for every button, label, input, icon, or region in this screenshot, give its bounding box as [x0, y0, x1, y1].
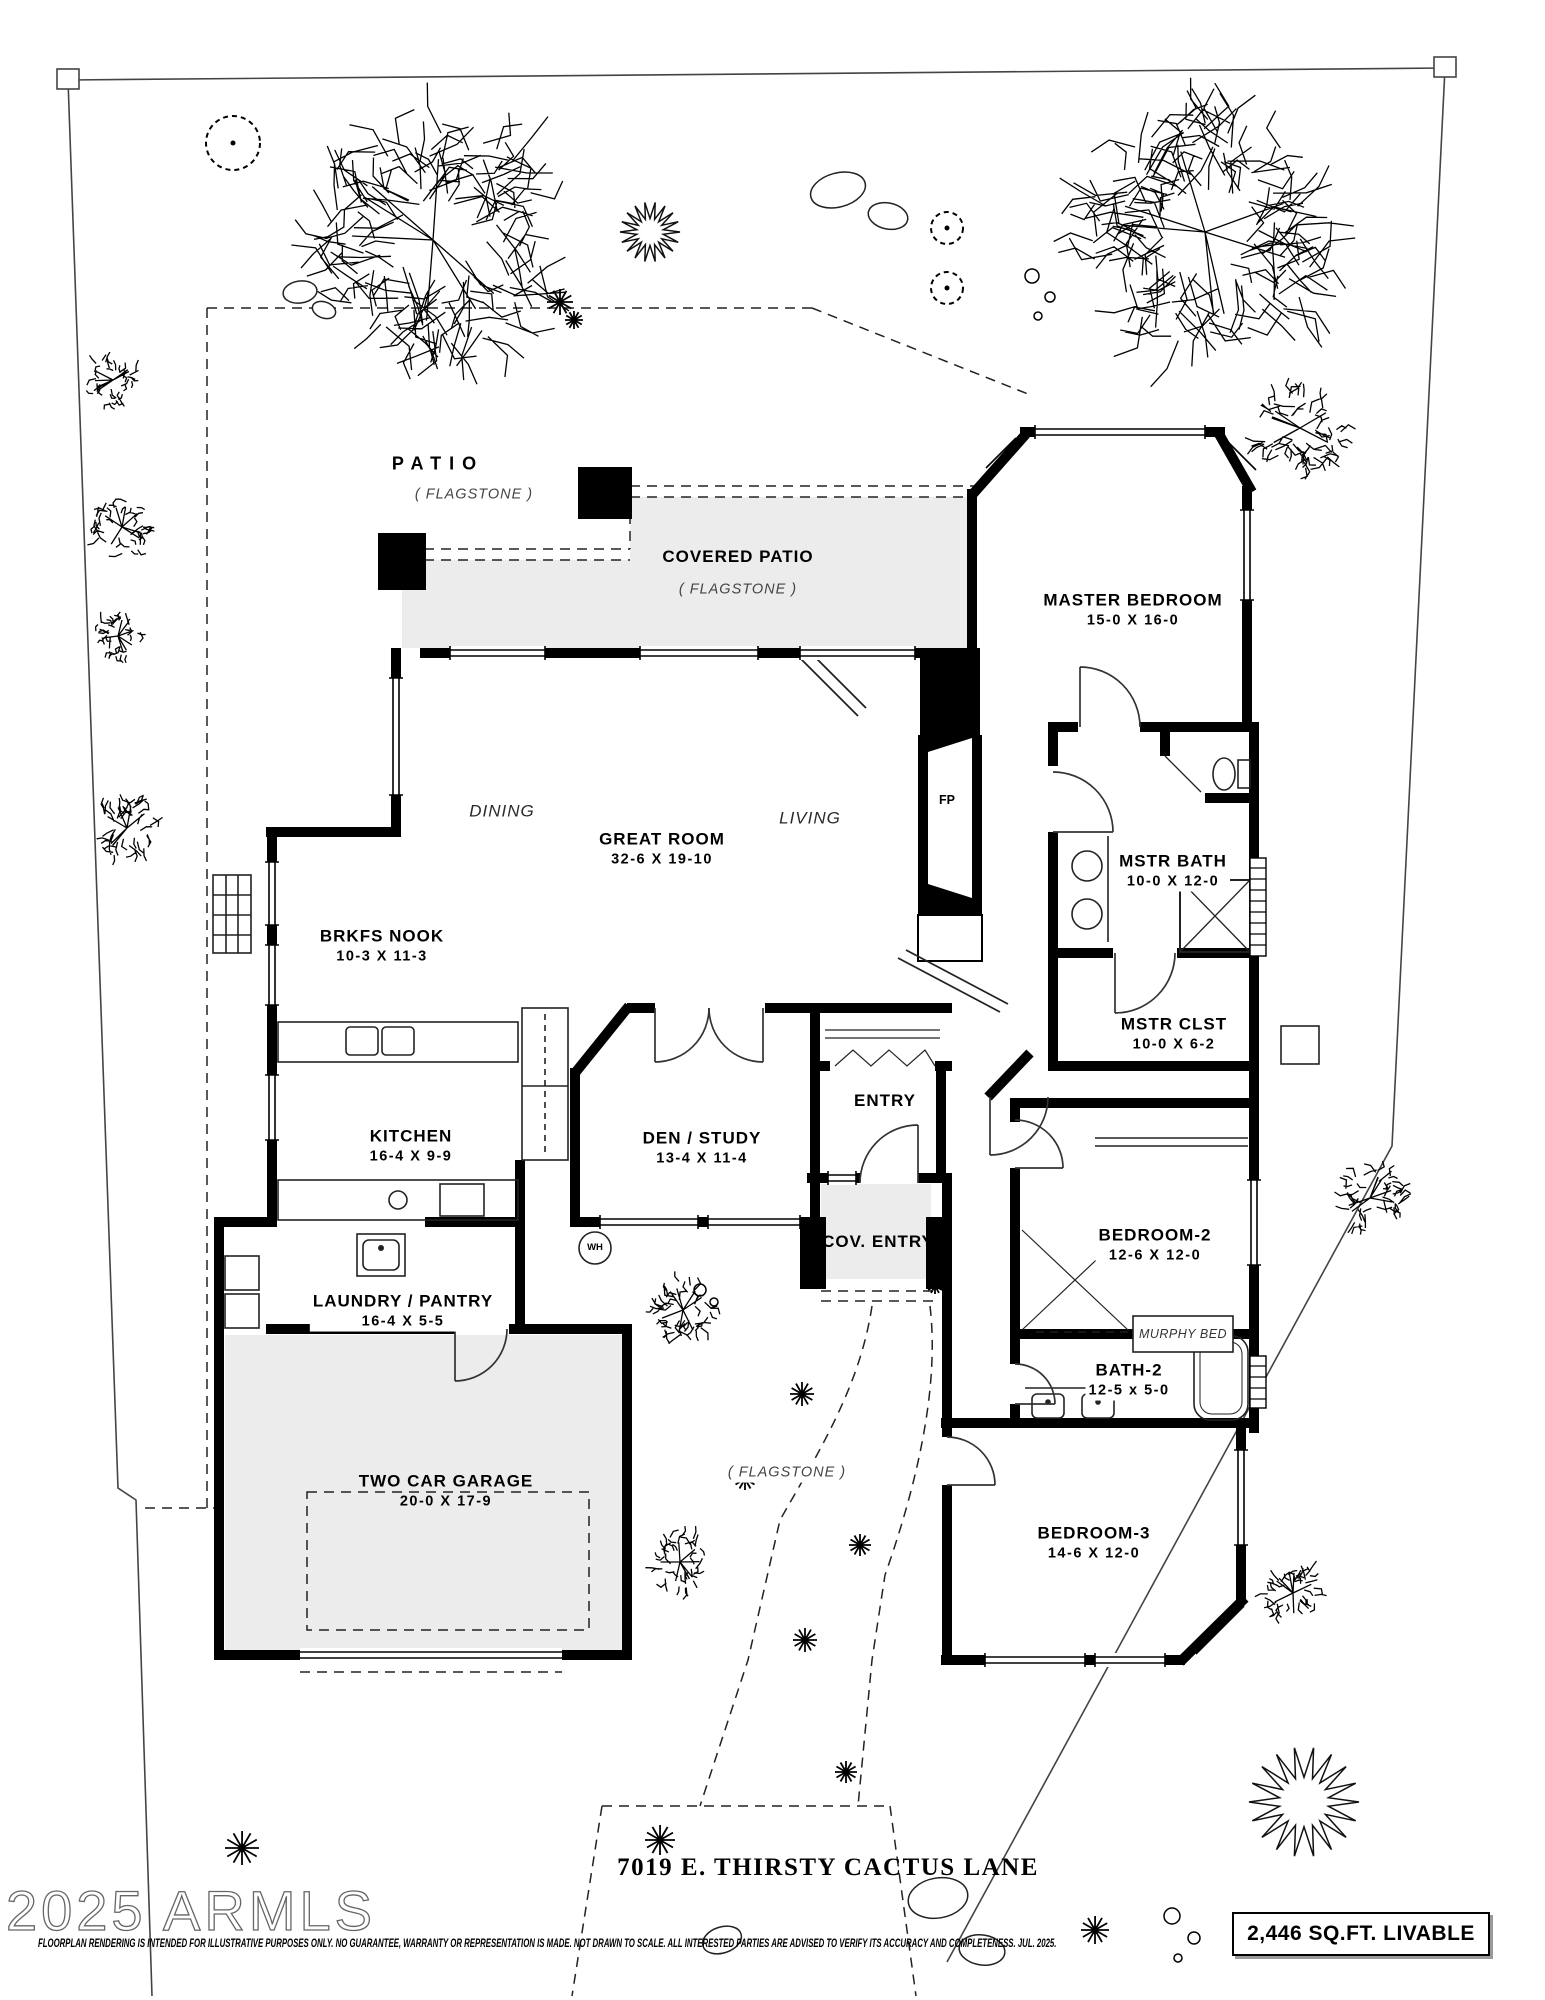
label-mstr-clst: MSTR CLST 10-0 X 6-2	[1118, 1014, 1230, 1055]
patio-post	[583, 472, 627, 514]
label-bedroom-2: BEDROOM-2 12-6 X 12-0	[1096, 1225, 1215, 1266]
tree-icon	[1255, 1561, 1327, 1624]
bedroom-3-door	[947, 1437, 995, 1485]
cactus-icon	[790, 1382, 814, 1406]
boulder-icon	[866, 199, 911, 233]
tree-icon	[1335, 1161, 1411, 1235]
master-closet-door	[1115, 953, 1175, 1013]
cactus-icon	[835, 1761, 857, 1783]
covered-patio-floor	[402, 560, 972, 648]
label-patio-flagstone: ( FLAGSTONE )	[412, 486, 536, 505]
chimney	[925, 653, 975, 737]
master-bath-door	[1053, 772, 1113, 832]
label-kitchen: KITCHEN 16-4 X 9-9	[367, 1126, 456, 1167]
kitchen-sink	[346, 1027, 378, 1055]
label-laundry-pantry: LAUNDRY / PANTRY 16-4 X 5-5	[310, 1291, 496, 1332]
tree-icon	[1054, 78, 1356, 387]
tree-icon	[96, 612, 146, 663]
bath-2-door	[1015, 1364, 1055, 1404]
label-dining: DINING	[466, 801, 538, 824]
label-great-room: GREAT ROOM 32-6 X 19-10	[596, 829, 728, 870]
bbq-grid	[213, 875, 251, 953]
tree-icon	[645, 1526, 704, 1599]
label-murphy-bed: MURPHY BED	[1138, 1326, 1228, 1341]
cactus-icon	[225, 1831, 259, 1865]
label-bath-2: BATH-2 12-5 x 5-0	[1085, 1360, 1172, 1401]
bifold-closet-door	[835, 1050, 935, 1066]
label-fireplace: FP	[939, 792, 955, 807]
label-brkfs-nook: BRKFS NOOK 10-3 X 11-3	[317, 926, 447, 967]
bedroom-2-door	[1015, 1120, 1063, 1168]
cactus-icon	[793, 1628, 817, 1652]
kitchen-island	[278, 1180, 518, 1220]
master-bedroom-door	[1080, 667, 1140, 727]
sink	[1032, 1394, 1064, 1418]
agave-icon	[1249, 1748, 1359, 1856]
sink	[1072, 899, 1102, 929]
tree-icon	[646, 1271, 720, 1343]
patio-post	[383, 538, 421, 585]
tree-icon	[1245, 378, 1356, 479]
boulder-icon	[310, 298, 338, 321]
label-courtyard-flagstone: ( FLAGSTONE )	[725, 1464, 849, 1483]
cactus-icon	[645, 1825, 675, 1855]
cactus-icon	[849, 1534, 871, 1556]
label-entry: ENTRY	[851, 1090, 919, 1112]
label-covered-patio: COVERED PATIO	[662, 546, 814, 566]
kitchen-counter	[278, 1022, 518, 1062]
label-master-bedroom: MASTER BEDROOM 15-0 X 16-0	[1040, 590, 1225, 631]
sink	[1072, 851, 1102, 881]
boulder-icon	[807, 166, 870, 213]
shaded-floor-areas	[225, 497, 972, 1650]
property-boundary	[57, 57, 1456, 1996]
label-den-study: DEN / STUDY 13-4 X 11-4	[640, 1128, 765, 1169]
ac-pad	[1281, 1026, 1319, 1064]
disclaimer-text: FLOORPLAN RENDERING IS INTENDED FOR ILLUSTRATIVE PURPOSES ONLY. NO GUARANTEE, WARRANTY OR REPRESENTATION IS MADE. NOT DRAWN TO SCALE. ALL INTERESTED PARTIES ARE ADVISED TO VERIFY ITS ACCURACY AND COMPLETENESS. JUL. 2025.	[38, 1936, 1057, 1950]
tree-icon	[97, 794, 163, 865]
cactus-icon	[1081, 1916, 1109, 1944]
survey-corner-marker	[1434, 57, 1456, 77]
label-garage: TWO CAR GARAGE 20-0 X 17-9	[358, 1471, 534, 1510]
tree-icon	[87, 499, 154, 556]
tree-icon	[86, 352, 138, 409]
den-double-door-right	[709, 1008, 763, 1062]
dishwasher	[440, 1184, 484, 1216]
cactus-icon	[565, 311, 583, 329]
label-cov-entry: COV. ENTRY	[822, 1231, 934, 1251]
label-patio: PATIO	[389, 452, 487, 475]
label-bedroom-3: BEDROOM-3 14-6 X 12-0	[1035, 1523, 1154, 1564]
washer	[225, 1256, 259, 1290]
label-covered-patio-flagstone: ( FLAGSTONE )	[678, 581, 798, 598]
street-address: 7019 E. THIRSTY CACTUS LANE	[617, 1854, 1039, 1881]
kitchen-sink	[382, 1027, 414, 1055]
closet-shelf	[1095, 1138, 1248, 1146]
den-double-door-left	[655, 1008, 709, 1062]
label-mstr-bath: MSTR BATH 10-0 X 12-0	[1116, 851, 1230, 892]
agave-icon	[620, 203, 680, 262]
prep-sink	[389, 1191, 407, 1209]
sqft-badge: 2,446 SQ.FT. LIVABLE	[1232, 1912, 1490, 1956]
label-water-heater: WH	[587, 1241, 603, 1253]
armls-watermark: 2025 ARMLS	[6, 1879, 376, 1942]
toilet	[1213, 758, 1235, 790]
survey-corner-marker	[57, 69, 79, 89]
dryer	[225, 1294, 259, 1328]
boulder-icon	[282, 279, 319, 306]
toilet-tank	[1238, 760, 1250, 788]
label-living: LIVING	[776, 808, 844, 831]
tree-icon	[291, 83, 569, 385]
